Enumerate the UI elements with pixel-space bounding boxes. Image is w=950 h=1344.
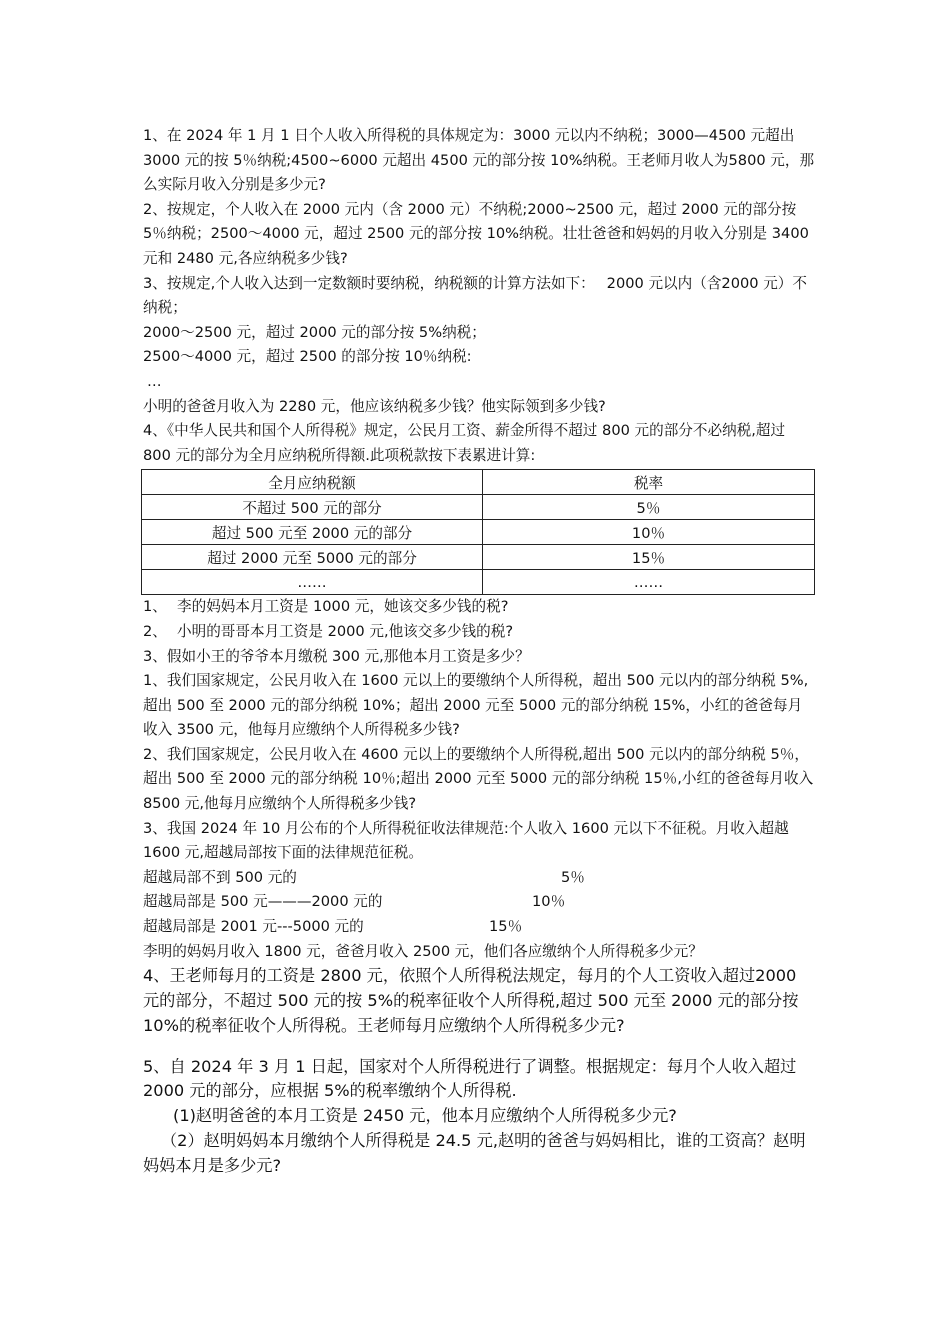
- table-cell: ……: [142, 570, 483, 595]
- table-cell: 15％: [483, 545, 815, 570]
- sub-question-text: 小明的哥哥本月工资是 2000 元,他该交多少钱的税?: [177, 622, 514, 640]
- table-cell: 超过 2000 元至 5000 元的部分: [142, 545, 483, 570]
- table-cell: 超过 500 元至 2000 元的部分: [142, 520, 483, 545]
- sub-question-3: 3、假如小王的爷爷本月缴税 300 元,那他本月工资是多少？: [143, 647, 530, 665]
- sub-question-2: [143, 620, 815, 645]
- sub-question-1: [143, 595, 815, 620]
- third-question-5: 5、自 2024 年 3 月 1 日起，国家对个人所得税进行了调整。根据规定：每月个人收入超过2000 元的部分，应根据 5%的税率缴纳个人所得税.: [143, 1056, 797, 1101]
- sub-question-number: 2、: [143, 622, 167, 640]
- table-cell: 5％: [483, 495, 815, 520]
- tax-rate-table: [141, 469, 815, 595]
- second-question-1: 1、我们国家规定，公民月收入在 1600 元以上的要缴纳个人所得税，超出 500 元以内的部分纳税 5%,超出 500 至 2000 元的部分纳税 10%；超出 2000 元至 5000 元的部分纳税 15%，小红的爸爸每月收入 3500 元，他每月应缴纳个人所得税多少钱?: [143, 672, 809, 739]
- table-cell: 10％: [483, 520, 815, 545]
- table-header: 全月应纳税额: [142, 470, 483, 495]
- second-question-2: 2、我们国家规定，公民月收入在 4600 元以上的要缴纳个人所得税,超出 500 元以内的部分纳税 5％，超出 500 至 2000 元的部分纳税 10％;超出 2000 元至 5000 元的部分纳税 15％,小红的爸爸每月收入 8500 元,他每月应缴纳个人所得税多少钱?: [143, 745, 814, 813]
- question-2: 2、按规定，个人收入在 2000 元内（含 2000 元）不纳税;2000~2500 元，超过 2000 元的部分按 5％纳税；2500～4000 元，超过 2500 元的部分按 10%纳税。壮壮爸爸和妈妈的月收入分别是 3400 元和 2480 元,各应纳税多少钱?: [143, 200, 809, 267]
- bracket-line-2: [143, 890, 815, 915]
- bracket-label: 超越局部是 500 元———2000 元的: [143, 893, 383, 911]
- question-1: 1、在 2024 年 1 月 1 日个人收入所得税的具体规定为：3000 元以内不纳税；3000—4500 元超出 3000 元的按 5％纳税;4500~6000 元超出 4500 元的部分按 10%纳税。王老师月收人为5800 元，那么实际月收入分别是多少元?: [143, 127, 815, 194]
- table-cell: ……: [483, 570, 815, 595]
- table-row: [142, 545, 815, 570]
- table-row: [142, 495, 815, 520]
- table-row: [142, 520, 815, 545]
- third-question-5-part-1: (1)赵明爸爸的本月工资是 2450 元，他本月应缴纳个人所得税多少元?: [173, 1106, 677, 1126]
- bracket-line-3: [143, 915, 815, 940]
- sub-question-text: 李的妈妈本月工资是 1000 元，她该交多少钱的税?: [177, 598, 509, 616]
- third-question-4: 4、王老师每月的工资是 2800 元，依照个人所得税法规定，每月的个人工资收入超过2000 元的部分，不超过 500 元的按 5%的税率征收个人所得税,超过 500 元至 2000 元的部分按 10%的税率征收个人所得税。王老师每月应缴纳个人所得税多少元?: [143, 966, 799, 1035]
- table-header-row: [142, 470, 815, 495]
- table-header: 税率: [483, 470, 815, 495]
- question-3-ellipsis: …: [147, 372, 162, 390]
- bracket-rate: 5％: [561, 868, 585, 886]
- second-question-3-ask: 李明的妈妈月收入 1800 元，爸爸月收入 2500 元，他们各应缴纳个人所得税多少元？: [143, 942, 703, 960]
- bracket-rate: 15％: [489, 918, 523, 936]
- question-3-intro: 3、按规定,个人收入达到一定数额时要纳税，纳税额的计算方法如下： 2000 元以内（含2000 元）不纳税；: [143, 274, 807, 317]
- table-row: [142, 570, 815, 595]
- bracket-rate: 10％: [532, 893, 566, 911]
- document-body: [143, 124, 815, 1179]
- bracket-label: 超越局部是 2001 元---5000 元的: [143, 918, 364, 936]
- question-3-ask: 小明的爸爸月收入为 2280 元，他应该纳税多少钱？他实际领到多少钱?: [143, 397, 606, 415]
- question-3-rule-2: 2500～4000 元，超过 2500 的部分按 10％纳税:: [143, 348, 472, 366]
- table-cell: 不超过 500 元的部分: [142, 495, 483, 520]
- question-4-intro: 4、《中华人民共和国个人所得税》规定，公民月工资、薪金所得不超过 800 元的部分不必纳税,超过 800 元的部分为全月应纳税所得额.此项税款按下表累进计算:: [143, 422, 786, 464]
- question-3-rule-1: 2000～2500 元，超过 2000 元的部分按 5%纳税；: [143, 323, 486, 341]
- bracket-label: 超越局部不到 500 元的: [143, 868, 297, 886]
- third-question-5-part-2: [143, 1129, 815, 1179]
- second-question-3: 3、我国 2024 年 10 月公布的个人所得税征收法律规范:个人收入 1600 元以下不征税。月收入超越 1600 元,超越局部按下面的法律规范征税。: [143, 819, 789, 862]
- bracket-line-1: [143, 866, 815, 891]
- sub-question-number: 1、: [143, 598, 167, 616]
- third-question-5-part-2-text: （2）赵明妈妈本月缴纳个人所得税是 24.5 元,赵明的爸爸与妈妈相比，谁的工资高？赵明妈妈本月是多少元?: [143, 1131, 806, 1175]
